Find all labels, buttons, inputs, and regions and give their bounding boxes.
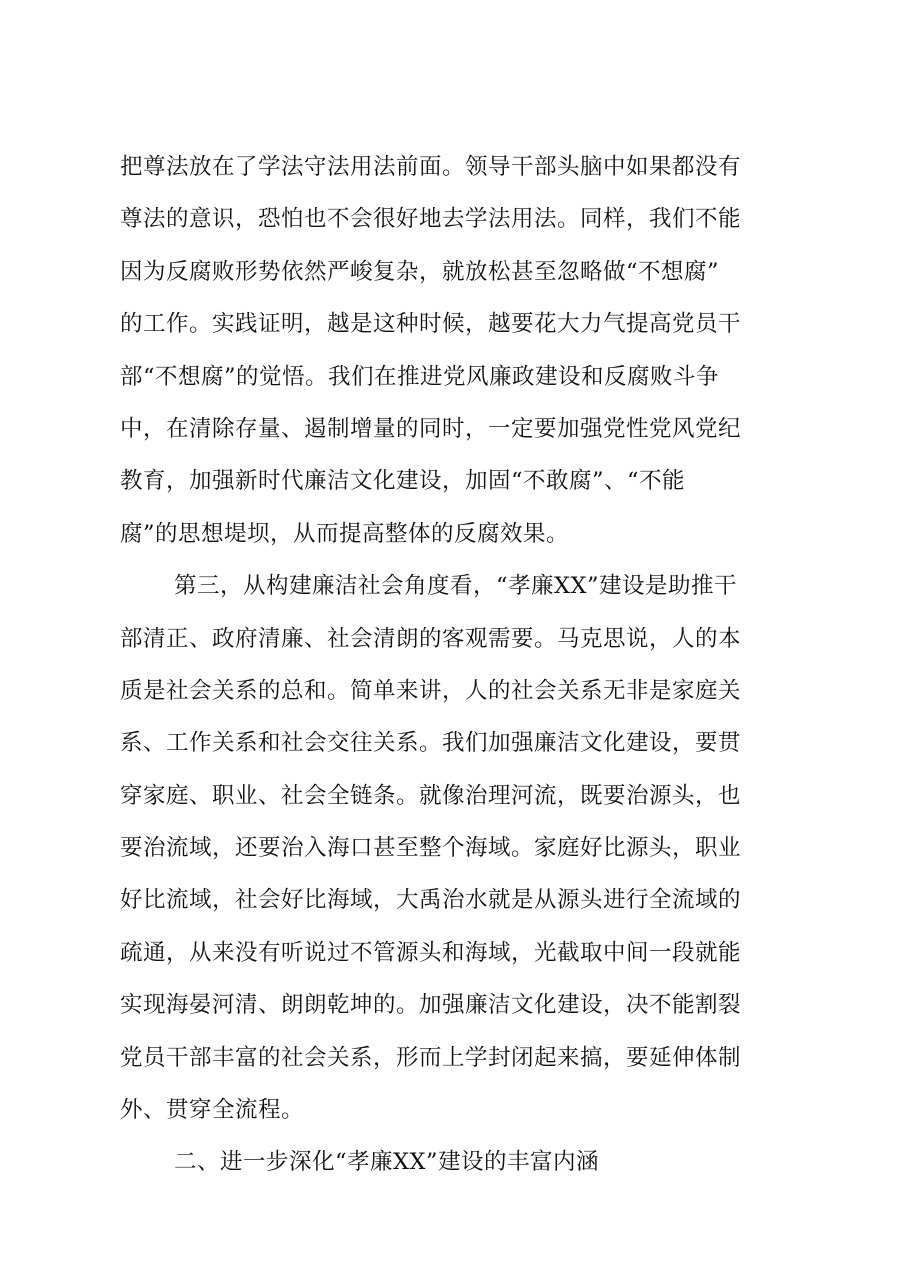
text-line: 部清正、政府清廉、社会清朗的客观需要。马克思说，人的本 — [120, 625, 742, 652]
text-line: 把尊法放在了学法守法用法前面。领导干部头脑中如果都没有 — [120, 154, 742, 180]
text-line: 好比流域，社会好比海域，大禹治水就是从源头进行全流域的 — [120, 887, 742, 914]
paragraph-continuation — [120, 141, 774, 560]
text-line: 疏通，从来没有听说过不管源头和海域，光截取中间一段就能 — [120, 939, 742, 966]
document-body — [120, 141, 774, 1189]
paragraph-third-perspective — [120, 560, 774, 1136]
text-line: 第三，从构建廉洁社会角度看，“孝廉XX”建设是助推干 — [174, 573, 738, 600]
text-line: 教育，加强新时代廉洁文化建设，加固“不敢腐”、“不能 — [120, 468, 686, 495]
section-heading-two — [174, 1136, 774, 1188]
text-line: 党员干部丰富的社会关系，形而上学封闭起来搞，要延伸体制 — [120, 1044, 742, 1071]
text-line: 实现海晏河清、朗朗乾坤的。加强廉洁文化建设，决不能割裂 — [120, 992, 742, 1019]
text-line: 的工作。实践证明，越是这种时候，越要花大力气提高党员干 — [120, 311, 742, 338]
text-line: 尊法的意识，恐怕也不会很好地去学法用法。同样，我们不能 — [120, 206, 742, 233]
text-line: 因为反腐败形势依然严峻复杂，就放松甚至忽略做“不想腐” — [120, 258, 720, 285]
text-line: 要治流域，还要治入海口甚至整个海域。家庭好比源头，职业 — [120, 835, 742, 862]
section-heading-text: 二、进一步深化“孝廉XX”建设的丰富内涵 — [174, 1149, 600, 1176]
text-line: 质是社会关系的总和。简单来讲，人的社会关系无非是家庭关 — [120, 677, 742, 704]
text-line: 部“不想腐”的觉悟。我们在推进党风廉政建设和反腐败斗争 — [120, 363, 720, 390]
text-line: 腐”的思想堤坝，从而提高整体的反腐效果。 — [120, 520, 570, 547]
text-line: 中，在清除存量、遏制增量的同时，一定要加强党性党风党纪 — [120, 415, 742, 442]
text-line: 系、工作关系和社会交往关系。我们加强廉洁文化建设，要贯 — [120, 730, 742, 757]
text-line: 穿家庭、职业、社会全链条。就像治理河流，既要治源头，也 — [120, 782, 742, 809]
text-line: 外、贯穿全流程。 — [120, 1097, 305, 1124]
